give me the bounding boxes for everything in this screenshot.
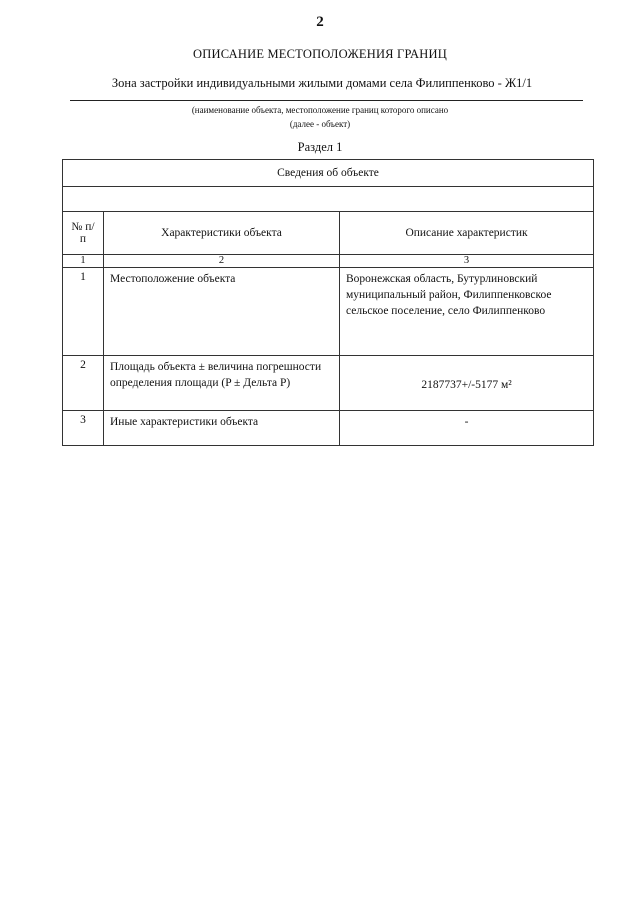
blank-cell bbox=[63, 187, 594, 212]
column-number-row bbox=[63, 255, 594, 268]
document-title: ОПИСАНИЕ МЕСТОПОЛОЖЕНИЯ ГРАНИЦ bbox=[193, 47, 447, 61]
column-header-no: № п/п bbox=[63, 212, 104, 255]
column-header-row bbox=[63, 212, 594, 255]
table-header-row bbox=[63, 160, 594, 187]
row-number: 1 bbox=[63, 268, 104, 356]
row-characteristic: Иные характеристики объекта bbox=[104, 411, 340, 446]
row-description: - bbox=[340, 411, 594, 446]
object-info-table bbox=[62, 159, 594, 446]
column-number: 3 bbox=[340, 255, 594, 268]
column-header-characteristic: Характеристики объекта bbox=[104, 212, 340, 255]
object-name-note: (наименование объекта, местоположение границ которого описано bbox=[191, 105, 449, 115]
table-row bbox=[63, 268, 594, 356]
section-heading: Раздел 1 bbox=[297, 140, 343, 154]
object-name-note-continued: (далее - объект) bbox=[289, 119, 351, 129]
column-number: 1 bbox=[63, 255, 104, 268]
table-blank-row bbox=[63, 187, 594, 212]
row-description: 2187737+/-5177 м² bbox=[340, 356, 594, 411]
table-row bbox=[63, 411, 594, 446]
row-number: 2 bbox=[63, 356, 104, 411]
row-characteristic: Местоположение объекта bbox=[104, 268, 340, 356]
row-number: 3 bbox=[63, 411, 104, 446]
column-number: 2 bbox=[104, 255, 340, 268]
page-number: 2 bbox=[316, 14, 324, 30]
table-row bbox=[63, 356, 594, 411]
table-header: Сведения об объекте bbox=[63, 160, 594, 187]
object-name: Зона застройки индивидуальными жилыми домами села Филиппенково - Ж1/1 bbox=[111, 76, 533, 90]
row-description: Воронежская область, Бутурлиновский муниципальный район, Филиппенковское сельское поселение, село Филиппенково bbox=[340, 268, 594, 356]
row-characteristic: Площадь объекта ± величина погрешности определения площади (P ± Дельта P) bbox=[104, 356, 340, 411]
column-header-description: Описание характеристик bbox=[340, 212, 594, 255]
underline-rule bbox=[70, 100, 583, 101]
